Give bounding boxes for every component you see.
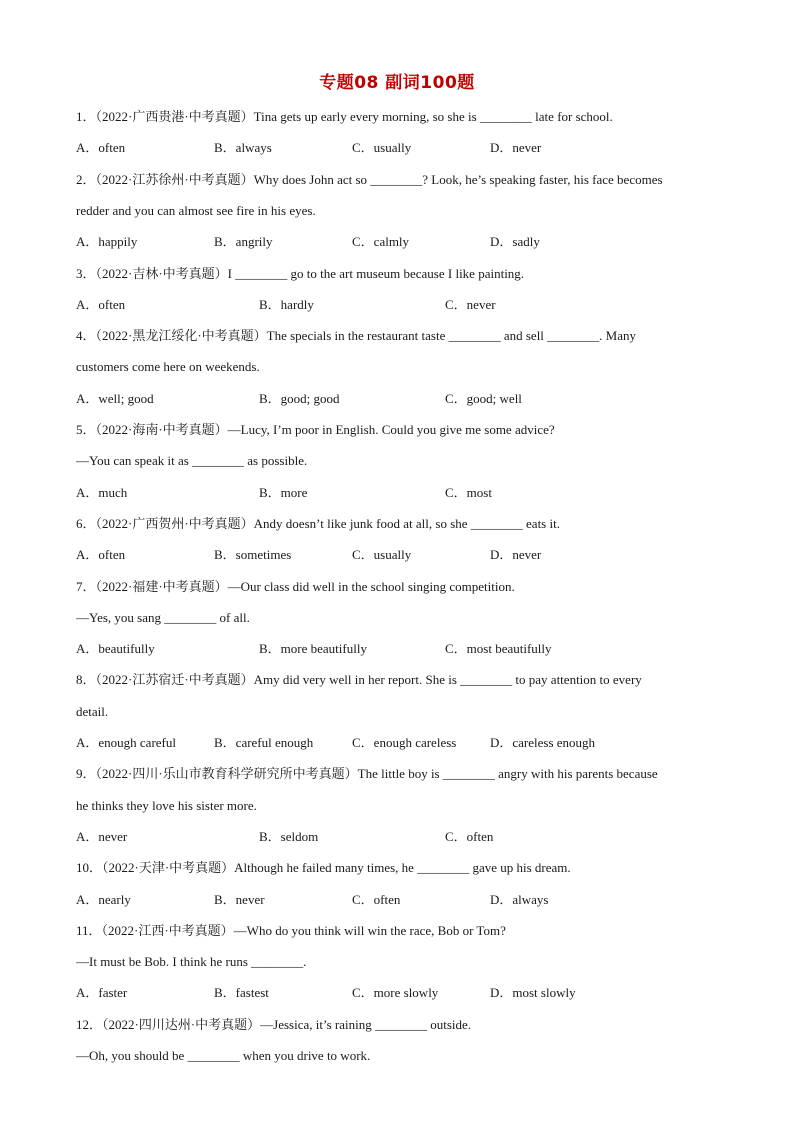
answer-option[interactable]: C．most beautifully (445, 641, 552, 657)
answer-option[interactable]: B．more beautifully (259, 641, 367, 657)
answer-option[interactable]: A．well; good (76, 390, 154, 406)
answer-option[interactable]: A．faster (76, 985, 128, 1001)
answer-option[interactable]: C．often (352, 891, 401, 907)
answer-option[interactable]: B．angrily (214, 234, 273, 250)
question-stem: 9．（2022·四川·乐山市教育科学研究所中考真题）The little boy is ________ angry with his parents because (76, 766, 658, 782)
answer-option[interactable]: C．often (445, 828, 494, 844)
answer-option[interactable]: B．hardly (259, 296, 314, 312)
answer-option[interactable]: A．often (76, 140, 126, 156)
answer-option[interactable]: B．good; good (259, 390, 340, 406)
answer-option[interactable]: C．calmly (352, 234, 410, 250)
answer-option[interactable]: B．always (214, 140, 272, 156)
answer-option[interactable]: A．much (76, 484, 128, 500)
question-stem-continued: —You can speak it as ________ as possible. (76, 453, 308, 469)
answer-option[interactable]: D．careless enough (490, 735, 596, 750)
question-stem: 7．（2022·福建·中考真题）—Our class did well in the school singing competition. (76, 578, 515, 594)
question-stem-continued: —Yes, you sang ________ of all. (76, 609, 250, 625)
question-stem: 4．（2022·黑龙江绥化·中考真题）The specials in the restaurant taste ________ and sell ________. Many (76, 328, 636, 344)
answer-option[interactable]: A．enough careful (76, 735, 176, 750)
question-stem: 12．（2022·四川达州·中考真题）—Jessica, it’s raining ________ outside. (76, 1016, 472, 1032)
question-stem: 2．（2022·江苏徐州·中考真题）Why does John act so ________? Look, he’s speaking faster, his face becomes (76, 171, 663, 187)
answer-option[interactable]: C．usually (352, 547, 412, 563)
question-stem-continued: customers come here on weekends. (76, 359, 260, 375)
answer-option[interactable]: B．more (259, 484, 308, 500)
question-stem: 8．（2022·江苏宿迁·中考真题）Amy did very well in her report. She is ________ to pay attention to every (76, 672, 642, 688)
answer-option[interactable]: A．nearly (76, 891, 131, 907)
answer-option[interactable]: A．happily (76, 234, 138, 250)
answer-option[interactable]: D．sadly (490, 234, 540, 250)
answer-option[interactable]: C．never (445, 296, 496, 312)
answer-option[interactable]: C．good; well (445, 390, 522, 406)
answer-option[interactable]: A．beautifully (76, 641, 155, 657)
question-stem: 11．（2022·江西·中考真题）—Who do you think will win the race, Bob or Tom? (76, 922, 506, 938)
question-stem-continued: —Oh, you should be ________ when you drive to work. (76, 1048, 371, 1063)
answer-option[interactable]: B．never (214, 891, 265, 907)
answer-option[interactable]: C．enough careless (352, 735, 457, 750)
answer-option[interactable]: A．often (76, 296, 126, 312)
question-stem-continued: he thinks they love his sister more. (76, 797, 257, 813)
answer-option[interactable]: D．never (490, 547, 542, 563)
question-stem: 10．（2022·天津·中考真题）Although he failed many times, he ________ gave up his dream. (76, 860, 571, 876)
page-title: 专题08 副词100题 (319, 73, 475, 93)
answer-option[interactable]: B．seldom (259, 828, 319, 844)
answer-option[interactable]: D．always (490, 891, 549, 907)
answer-option[interactable]: C．more slowly (352, 985, 439, 1001)
answer-option[interactable]: B．sometimes (214, 547, 292, 563)
answer-option[interactable]: D．most slowly (490, 985, 576, 1001)
answer-option[interactable]: A．often (76, 547, 126, 563)
question-stem: 3．（2022·吉林·中考真题）I ________ go to the art museum because I like painting. (76, 265, 525, 281)
question-stem: 6．（2022·广西贺州·中考真题）Andy doesn’t like junk food at all, so she ________ eats it. (76, 515, 560, 531)
answer-option[interactable]: C．usually (352, 140, 412, 156)
answer-option[interactable]: B．fastest (214, 985, 269, 1001)
answer-option[interactable]: B．careful enough (214, 735, 314, 750)
answer-option[interactable]: C．most (445, 484, 492, 500)
answer-option[interactable]: D．never (490, 140, 542, 156)
question-stem-continued: redder and you can almost see fire in his eyes. (76, 202, 316, 218)
question-stem: 5．（2022·海南·中考真题）—Lucy, I’m poor in English. Could you give me some advice? (76, 422, 555, 437)
question-stem-continued: —It must be Bob. I think he runs ________. (76, 954, 307, 970)
question-stem: 1．（2022·广西贵港·中考真题）Tina gets up early every morning, so she is ________ late for school. (76, 109, 613, 124)
question-stem-continued: detail. (76, 703, 109, 719)
answer-option[interactable]: A．never (76, 828, 128, 844)
